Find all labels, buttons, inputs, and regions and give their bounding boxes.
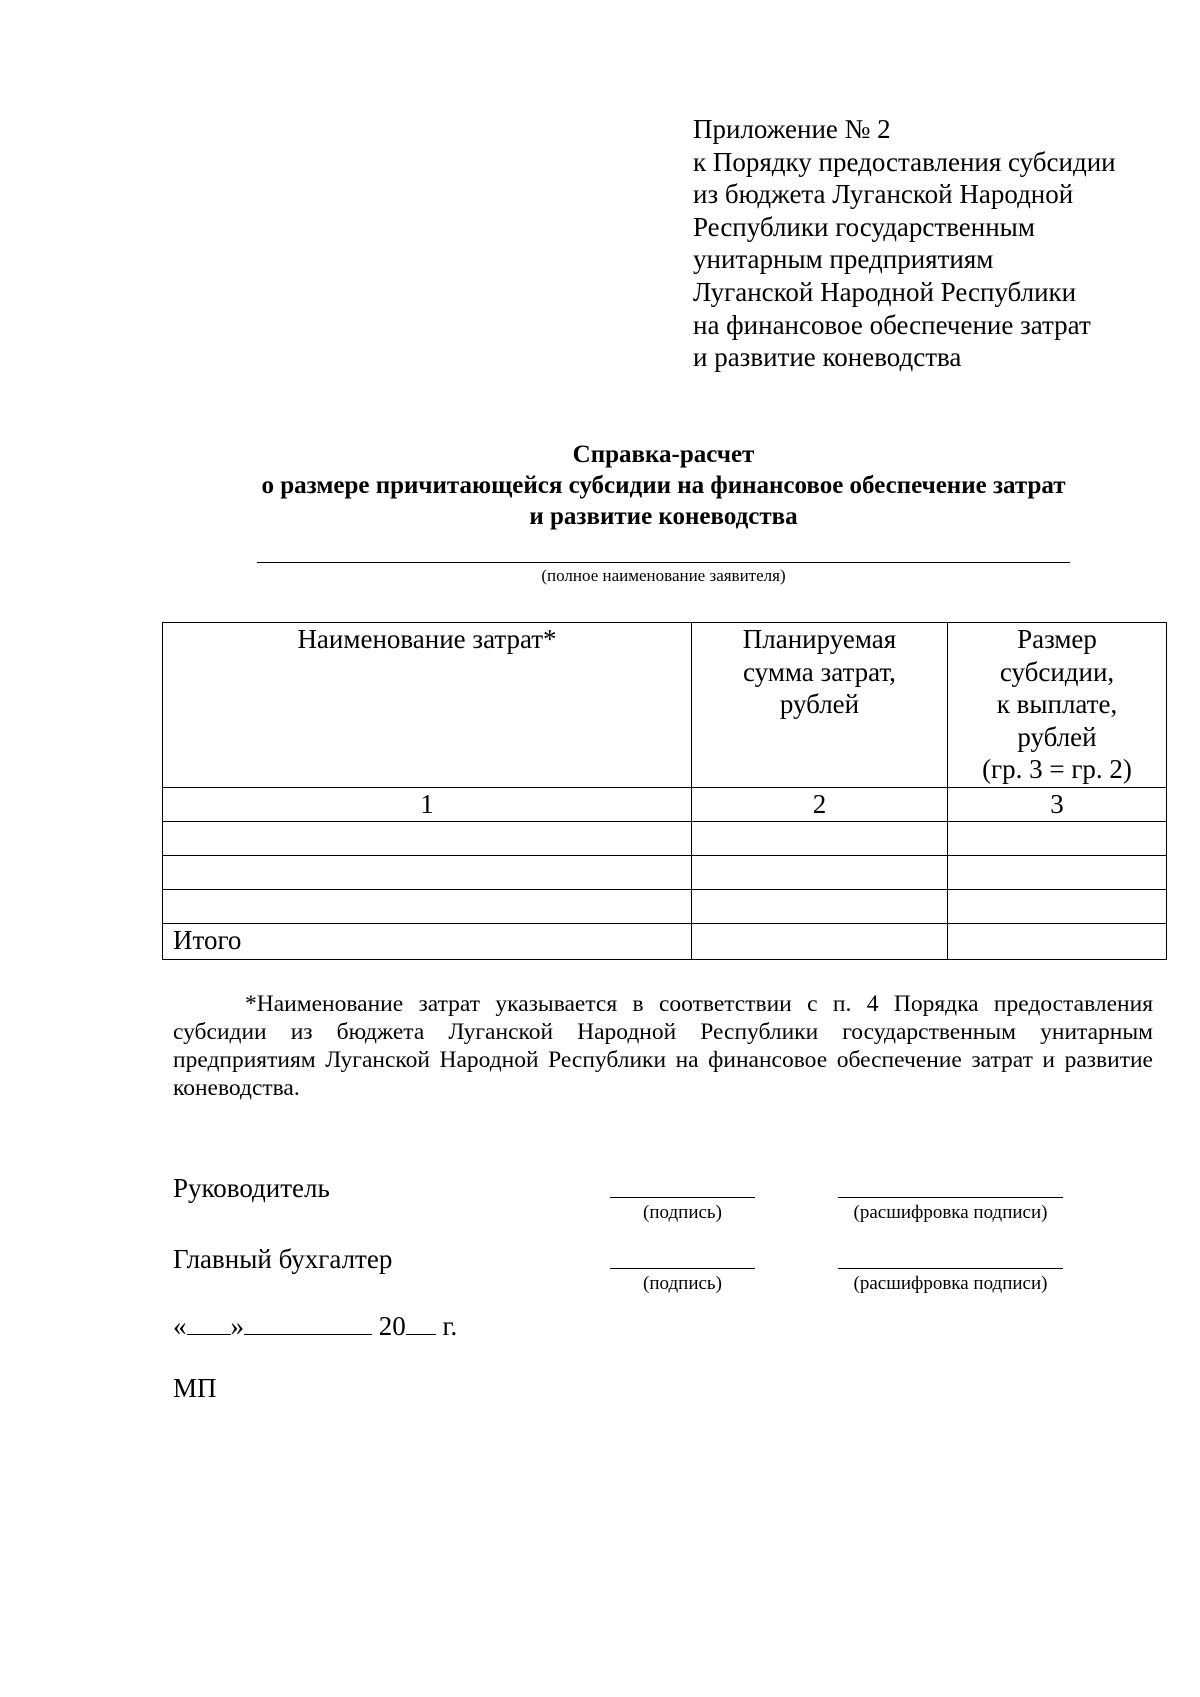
column-number: 1 [163, 788, 692, 822]
appendix-line: и развитие коневодства [693, 342, 962, 373]
header-line: Наименование затрат* [297, 624, 557, 654]
head-signature-line[interactable] [610, 1197, 755, 1198]
date-day-blank[interactable] [187, 1310, 231, 1335]
date-close-quote: » [230, 1311, 244, 1341]
date-year-prefix: 20 [378, 1311, 406, 1341]
date-year-blank[interactable] [406, 1310, 436, 1335]
table-header-row [163, 623, 1167, 788]
header-planned-sum [692, 623, 948, 788]
appendix-line: из бюджета Луганской Народной [693, 179, 1074, 210]
table-row [163, 822, 1167, 856]
footnote: *Наименование затрат указывается в соответствии с п. 4 Порядка предоставления субсидии из бюджета Луганской Народной Республики государственным унитарным предприятиям Луганской Народной Республики на финансовое обеспечение затрат и развитие коневодства. [173, 991, 1153, 1101]
appendix-line: Республики государственным [693, 211, 1035, 242]
appendix-header [693, 113, 1173, 374]
header-subsidy-amount [948, 623, 1167, 788]
table-row [163, 856, 1167, 890]
appendix-line: унитарным предприятиям [693, 244, 994, 275]
header-line: к выплате, [996, 689, 1118, 719]
header-cost-name [163, 623, 692, 788]
header-line: Планируемая [742, 624, 897, 654]
date-line [173, 1310, 457, 1342]
date-year-suffix: г. [442, 1311, 458, 1341]
header-line: субсидии, [999, 656, 1115, 687]
head-decode-caption: (расшифровка подписи) [853, 1202, 1048, 1223]
accountant-label: Главный бухгалтер [173, 1244, 393, 1274]
appendix-line: Луганской Народной Республики [693, 276, 1077, 307]
accountant-signature-caption: (подпись) [643, 1273, 722, 1294]
column-number-row [163, 788, 1167, 822]
table-row [163, 890, 1167, 924]
header-line: рублей [1017, 721, 1097, 752]
table-cell[interactable] [692, 822, 948, 856]
head-label: Руководитель [173, 1173, 330, 1203]
date-month-blank[interactable] [244, 1310, 372, 1335]
head-decode-line[interactable] [838, 1197, 1063, 1198]
appendix-line: к Порядку предоставления субсидии [693, 146, 1116, 177]
title-line: и развитие коневодства [529, 503, 798, 530]
head-signature-caption: (подпись) [643, 1202, 722, 1223]
table-cell[interactable] [692, 856, 948, 890]
stamp-placeholder: МП [173, 1373, 217, 1403]
title-line: Справка-расчет [572, 441, 755, 468]
total-planned-sum-cell[interactable] [692, 924, 948, 960]
table-cell[interactable] [692, 890, 948, 924]
accountant-decode-caption: (расшифровка подписи) [853, 1273, 1048, 1294]
header-line: (гр. 3 = гр. 2) [982, 754, 1132, 784]
costs-table [162, 622, 1167, 960]
document-title [160, 439, 1167, 532]
date-open-quote: « [173, 1311, 187, 1341]
accountant-signature-line[interactable] [610, 1268, 755, 1269]
table-cell[interactable] [948, 822, 1167, 856]
table-cell[interactable] [948, 890, 1167, 924]
table-cell[interactable] [948, 856, 1167, 890]
table-cell[interactable] [163, 822, 692, 856]
title-line: о размере причитающейся субсидии на финансовое обеспечение затрат [261, 472, 1066, 499]
header-line: сумма затрат, [743, 656, 896, 687]
table-cell[interactable] [163, 890, 692, 924]
appendix-line: Приложение № 2 [693, 114, 891, 144]
total-subsidy-cell[interactable] [948, 924, 1167, 960]
applicant-caption: (полное наименование заявителя) [541, 566, 786, 585]
appendix-line: на финансовое обеспечение затрат [693, 309, 1091, 340]
total-row [163, 924, 1167, 960]
accountant-decode-line[interactable] [838, 1268, 1063, 1269]
applicant-name-line[interactable] [257, 562, 1070, 563]
table-cell[interactable] [163, 856, 692, 890]
total-label: Итого [163, 924, 692, 960]
column-number: 3 [948, 788, 1167, 822]
header-line: рублей [779, 689, 860, 719]
header-line: Размер [1017, 624, 1097, 654]
column-number: 2 [692, 788, 948, 822]
